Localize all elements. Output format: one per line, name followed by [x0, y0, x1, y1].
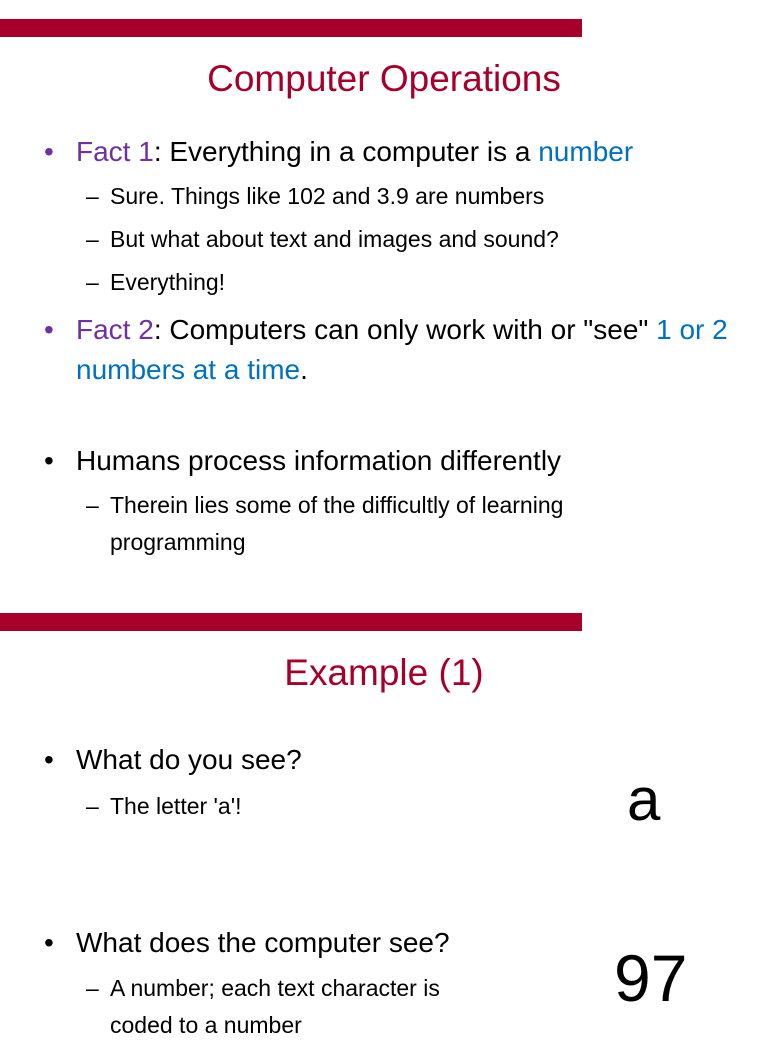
dash-marker: –: [86, 183, 99, 209]
bullet-dot: •: [44, 136, 54, 167]
question-2-text: What does the computer see?: [76, 927, 450, 958]
fact-2-label: Fact 2: [76, 314, 154, 345]
bullet-fact-1: [44, 132, 744, 172]
sub-bullet: [86, 970, 496, 1044]
fact-1-text: : Everything in a computer is a: [153, 136, 539, 167]
sub-bullet-text: Sure. Things like 102 and 3.9 are numbers: [110, 183, 545, 209]
humans-text: Humans process information differently: [76, 445, 562, 476]
slide-title: Example (1): [284, 652, 484, 693]
sub-bullet: [86, 487, 666, 561]
title-accent-bar: [0, 19, 582, 37]
sub-bullet-text: But what about text and images and sound?: [110, 226, 559, 252]
sub-bullet: [86, 178, 686, 215]
letter-a-glyph: a: [627, 766, 661, 833]
dash-marker: –: [86, 492, 99, 518]
sub-bullet: [86, 221, 686, 258]
dash-marker: –: [86, 226, 99, 252]
fact-1-highlight: number: [538, 136, 634, 167]
slide-example-1: [0, 600, 768, 1038]
dash-marker: –: [86, 975, 99, 1001]
sub-bullet-text: The letter 'a'!: [110, 793, 242, 819]
bullet-dot: •: [44, 744, 54, 775]
fact-2-end: .: [300, 354, 308, 385]
bullet-dot: •: [44, 445, 54, 476]
bullet-dot: •: [44, 314, 54, 345]
sub-bullet-text: A number; each text character is coded to a number: [110, 975, 440, 1038]
title-accent-bar: [0, 613, 582, 631]
bullet-humans: [44, 441, 744, 481]
sub-bullet-text: Everything!: [110, 269, 226, 295]
bullet-dot: •: [44, 927, 54, 958]
sub-bullet: [86, 264, 686, 301]
sub-bullet-text: Therein lies some of the difficultly of learning programming: [110, 492, 564, 555]
question-1-text: What do you see?: [76, 744, 302, 775]
bullet-fact-2: [44, 310, 744, 390]
sub-bullet: [86, 788, 686, 825]
dash-marker: –: [86, 793, 99, 819]
fact-2-highlight: 1 or 2 numbers at a time: [76, 314, 728, 385]
slide-title: Computer Operations: [207, 58, 561, 99]
fact-1-label: Fact 1: [76, 136, 154, 167]
fact-2-text: : Computers can only work with or "see": [153, 314, 657, 345]
number-97-glyph: 97: [614, 941, 688, 1015]
dash-marker: –: [86, 269, 99, 295]
